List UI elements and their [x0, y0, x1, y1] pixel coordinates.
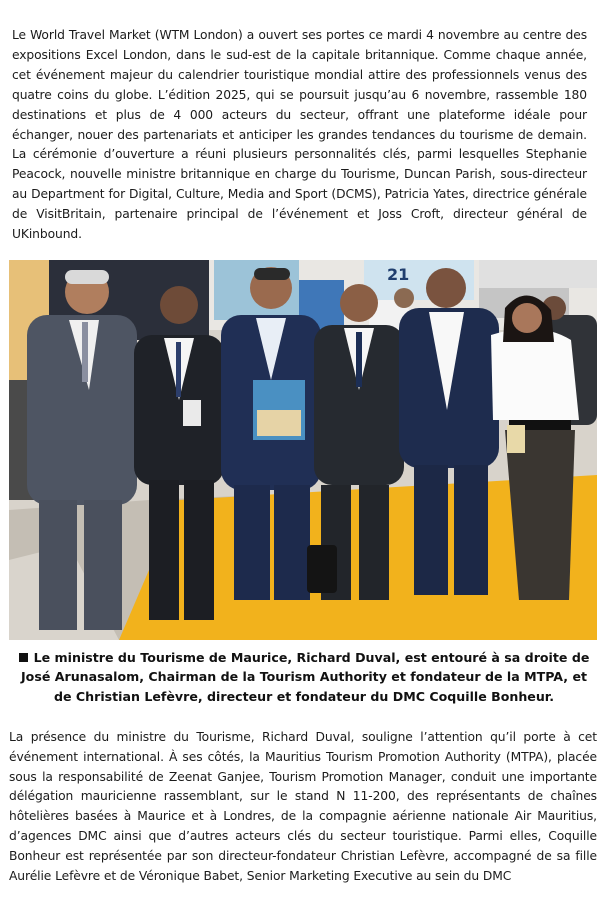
intro-paragraph: Le World Travel Market (WTM London) a ouvert ses portes ce mardi 4 novembre au centre des expositions Excel London, dans le sud-est de la capitale britannique. Comme chaque année, cet événement majeur du calendrier touristique mondial attire des professionnels venus des quatre coins du globe. L’édition 2025, qui se poursuit jusqu’au 6 novembre, rassemble 180 destinations et plus de 4 000 acteurs du secteur, offrant une plateforme idéale pour échanger, nouer des partenariats et anticiper les grandes tendances du tourisme de demain. La cérémonie d’ouverture a réuni plusieurs personnalités clés, parmi lesquelles Stephanie Peacock, nouvelle ministre britannique en charge du Tourisme, Duncan Parish, sous-directeur au Department for Digital, Culture, Media and Sport (DCMS), Patricia Yates, directrice générale de VisitBritain, partenaire principal de l’événement et Joss Croft, directeur général de UKinbound.	[12, 28, 587, 242]
group-photo	[9, 260, 597, 640]
body-paragraph: La présence du ministre du Tourisme, Richard Duval, souligne l’attention qu’il porte à cet événement international. À ses côtés, la Mauritius Tourism Promotion Authority (MTPA), placée sous la responsabilité de Zeenat Ganjee, Tourism Promotion Manager, conduit une importante délégation mauricienne rassemblant, sur le stand N 11-200, des représentants de chaînes hôtelières basées à Maurice et à Londres, de la compagnie aérienne nationale Air Mauritius, d’agences DMC ainsi que d’autres acteurs clés du secteur touristique. Parmi elles, Coquille Bonheur est représentée par son directeur-fondateur Christian Lefèvre, accompagné de sa fille Aurélie Lefèvre et de Véronique Babet, Senior Marketing Executive au sein du DMC	[9, 730, 597, 883]
booth-number: 21	[387, 265, 410, 284]
photo-caption	[14, 648, 594, 706]
caption-text: Le ministre du Tourisme de Maurice, Richard Duval, est entouré à sa droite de José Arunasalom, Chairman de la Tourism Authority et fondateur de la MTPA, et de Christian Lefèvre, directeur et fondateur du DMC Coquille Bonheur.	[20, 650, 590, 704]
caption-bullet-icon	[19, 653, 28, 662]
